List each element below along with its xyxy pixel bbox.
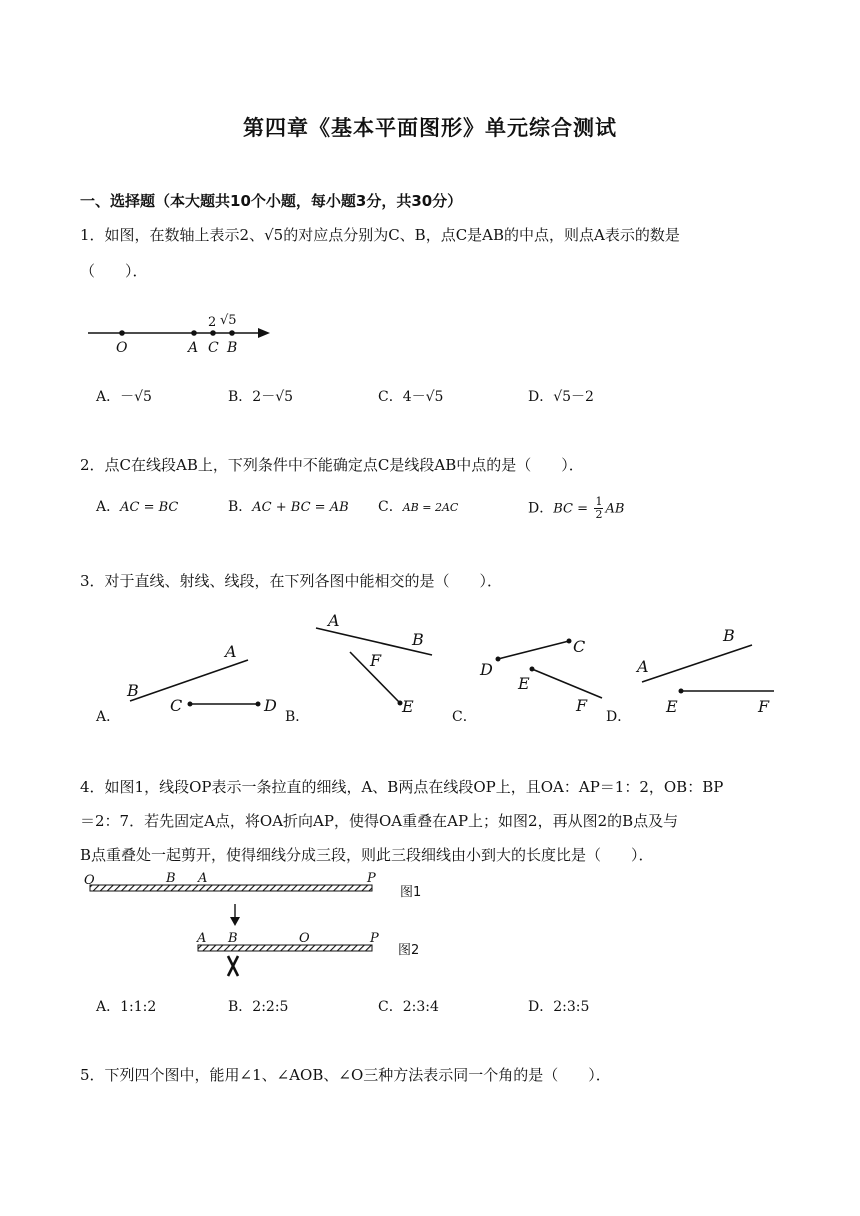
label-o: O <box>84 873 95 888</box>
label-o: O <box>299 931 310 946</box>
q2-option-b-letter: B． <box>228 499 253 515</box>
string-ap <box>198 945 372 951</box>
q2-option-c-expr: AB = 2AC <box>402 501 459 514</box>
label-e: E <box>666 697 678 716</box>
string-op <box>90 885 372 891</box>
q1-option-a[interactable]: A．－√5 <box>96 389 152 405</box>
q2-option-a-letter: A． <box>96 499 121 515</box>
label-d: D <box>264 696 277 715</box>
q3-option-c[interactable]: C． <box>452 709 477 725</box>
q4-figure-1 <box>84 871 421 900</box>
figure-1-label: 图1 <box>400 885 422 900</box>
label-b: B <box>127 681 139 700</box>
label-2: 2 <box>208 315 217 330</box>
q4-option-b[interactable]: B．2:2:5 <box>228 999 289 1015</box>
label-a: A <box>328 611 340 630</box>
label-b: B <box>166 871 176 886</box>
q2-option-c[interactable] <box>378 496 458 516</box>
q3-figures <box>80 605 800 730</box>
label-f: F <box>370 651 382 670</box>
point-c <box>188 702 193 707</box>
q3-figure-a <box>126 642 277 715</box>
section-heading: 一、选择题（本大题共10个小题，每小题3分，共30分） <box>80 192 463 210</box>
label-f: F <box>758 697 770 716</box>
segment-dc <box>498 641 569 659</box>
label-d: D <box>480 660 493 679</box>
label-b: B <box>228 931 238 946</box>
point-c <box>210 330 216 336</box>
q4-figure-2 <box>196 931 419 958</box>
q1-number-line-figure <box>80 300 290 360</box>
point-c <box>567 639 572 644</box>
q2-option-a[interactable] <box>96 496 178 516</box>
point-o <box>119 330 125 336</box>
q3-figure-b <box>316 611 432 716</box>
figure-2-label: 图2 <box>398 943 420 958</box>
label-a: A <box>637 657 649 676</box>
q3-text-line1: 3．对于直线、射线、线段，在下列各图中能相交的是（ ）． <box>80 572 503 590</box>
page-title: 第四章《基本平面图形》单元综合测试 <box>243 116 617 140</box>
fraction-denominator: 2 <box>595 508 603 521</box>
q4-text-line1: 4．如图1，线段OP表示一条拉直的细线，A、B两点在线段OP上，且OA：AP＝1：2，OB：BP <box>80 778 724 796</box>
q2-text-line1: 2．点C在线段AB上，下列条件中不能确定点C是线段AB中点的是（ ）． <box>80 456 584 474</box>
point-d <box>256 702 261 707</box>
q5-text-line1: 5．下列四个图中，能用∠1、∠AOB、∠O三种方法表示同一个角的是（ ）． <box>80 1066 611 1084</box>
label-f: F <box>576 696 588 715</box>
q4-text-line2: ＝2：7．若先固定A点，将OA折向AP，使得OA重叠在AP上；如图2，再从图2的B点及与 <box>80 812 679 830</box>
label-p: P <box>370 931 379 946</box>
label-c: C <box>573 637 586 656</box>
label-sqrt5: √5 <box>220 313 237 328</box>
scissors-icon <box>228 956 238 976</box>
q4-option-c[interactable]: C．2:3:4 <box>378 999 439 1015</box>
label-p: P <box>367 871 376 886</box>
q1-option-b[interactable]: B．2－√5 <box>228 389 294 405</box>
line-ab <box>130 660 248 701</box>
q4-option-a[interactable]: A．1:1:2 <box>96 999 157 1015</box>
q2-option-b[interactable] <box>228 496 349 516</box>
point-e <box>530 667 535 672</box>
label-a: A <box>197 931 207 946</box>
label-o: O <box>116 340 128 356</box>
label-c: C <box>170 696 183 715</box>
q2-option-c-letter: C． <box>378 499 403 515</box>
label-a: A <box>188 340 199 356</box>
label-e: E <box>402 697 414 716</box>
arrow-down-icon <box>230 904 240 926</box>
q2-option-d-expr: BC = <box>553 501 589 517</box>
fraction-half <box>594 496 603 521</box>
q1-text-line1: 1．如图，在数轴上表示2、√5的对应点分别为C、B，点C是AB的中点，则点A表示的数是 <box>80 226 680 244</box>
q3-option-a[interactable]: A． <box>96 709 121 725</box>
q1-option-c[interactable]: C．4－√5 <box>378 389 444 405</box>
q3-figure-c <box>479 637 602 715</box>
ray-ef <box>532 669 602 698</box>
point-e <box>679 689 684 694</box>
label-c: C <box>208 340 219 356</box>
q3-option-b[interactable]: B． <box>285 709 310 725</box>
point-d <box>496 657 501 662</box>
q2-option-d-letter: D． <box>528 500 554 517</box>
label-b: B <box>227 340 238 356</box>
point-b <box>229 330 235 336</box>
q3-figure-d <box>635 626 774 716</box>
q2-option-b-expr: AC + BC = AB <box>252 500 349 515</box>
q1-option-d[interactable]: D．√5－2 <box>528 389 594 405</box>
q4-string-figure <box>80 868 440 988</box>
q1-text-line2: （ ）． <box>80 262 148 280</box>
q4-option-d[interactable]: D．2:3:5 <box>528 999 590 1015</box>
ray-ab <box>642 645 752 682</box>
q3-option-d[interactable]: D． <box>606 709 632 725</box>
q2-option-d[interactable] <box>528 496 624 521</box>
fraction-numerator: 1 <box>595 495 603 508</box>
label-e: E <box>518 674 530 693</box>
arrow-head <box>258 328 270 338</box>
label-a: A <box>225 642 237 661</box>
label-a: A <box>198 871 208 886</box>
q4-text-line3: B点重叠处一起剪开，使得细线分成三段，则此三段细线由小到大的长度比是（ ）． <box>80 846 654 864</box>
q2-option-d-tail: AB <box>605 501 625 517</box>
q2-option-a-expr: AC = BC <box>120 500 179 515</box>
point-a <box>191 330 197 336</box>
label-b: B <box>412 630 424 649</box>
label-b: B <box>723 626 735 645</box>
